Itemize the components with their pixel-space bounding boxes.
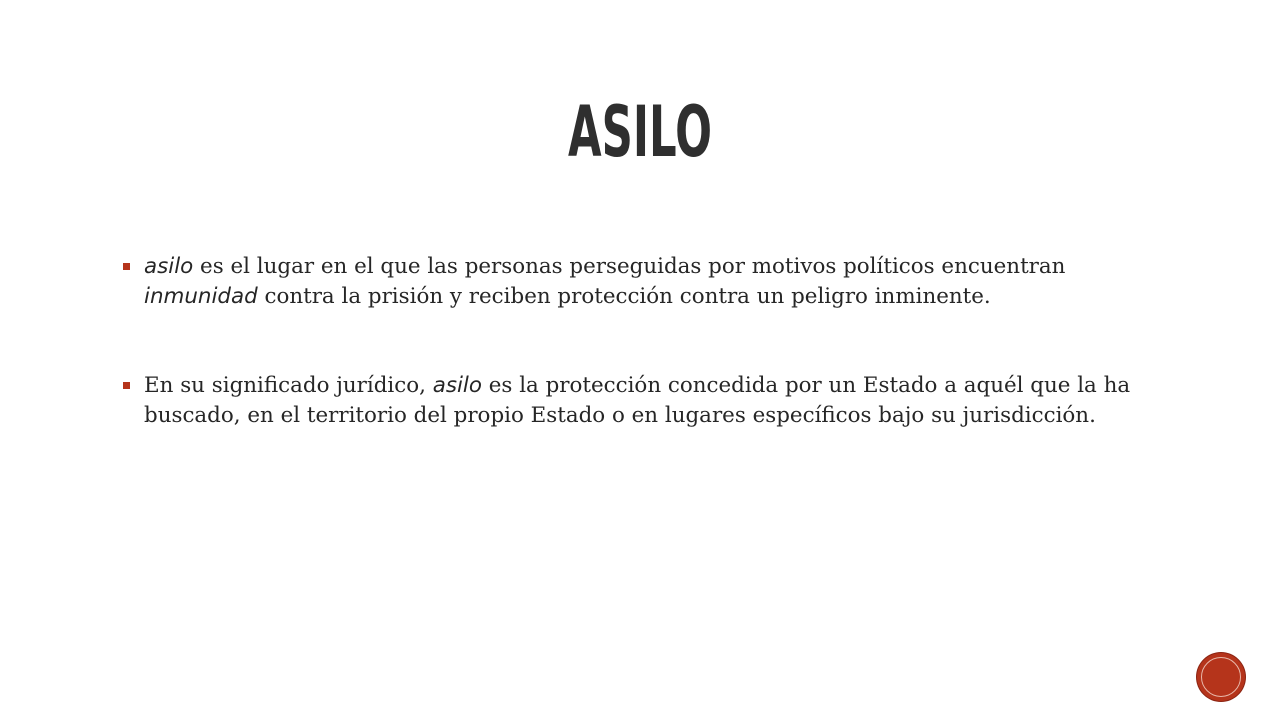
- bullet-text-segment: es el lugar en el que las personas perseguidas por motivos políticos encuentran: [193, 254, 1066, 279]
- bullet-text-italic: asilo: [144, 254, 194, 279]
- bullet-text-segment: En su significado jurídico,: [144, 373, 433, 398]
- next-slide-button[interactable]: [1197, 653, 1245, 701]
- bullet-text: [144, 254, 1065, 309]
- bullet-item: [118, 371, 1158, 430]
- bullet-item: [118, 252, 1158, 311]
- bullet-text-italic: inmunidad: [144, 283, 258, 309]
- bullet-text: [144, 373, 1130, 428]
- bullet-text-segment: contra la prisión y reciben protección contra un peligro inminente.: [257, 283, 991, 309]
- square-bullet-icon: [123, 382, 130, 389]
- slide-title: ASILO: [567, 91, 712, 173]
- slide-body: [118, 252, 1158, 490]
- nav-ring-icon: [1201, 657, 1241, 697]
- bullet-text-italic: asilo: [432, 373, 482, 398]
- square-bullet-icon: [123, 263, 130, 270]
- bullet-text-segment: es la protección concedida por un Estado a aquél que la ha buscado, en el territorio del propio Estado o en lugares específicos bajo su jurisdicción.: [144, 373, 1131, 428]
